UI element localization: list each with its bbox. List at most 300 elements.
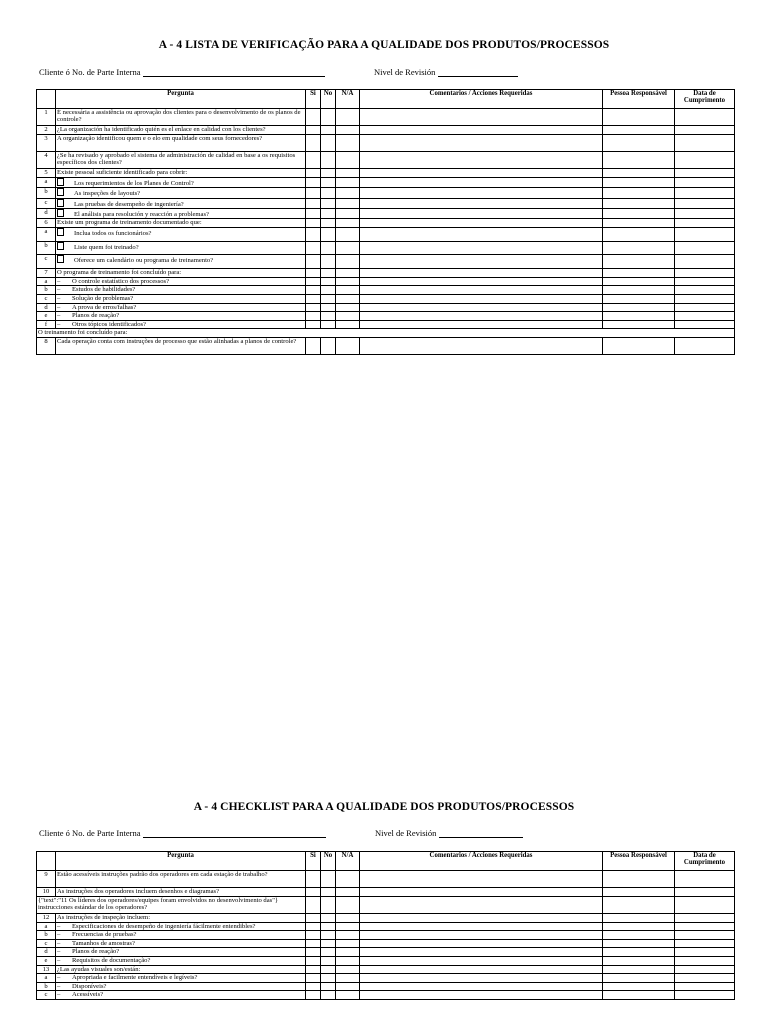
table-row (37, 320, 735, 329)
responsible-cell[interactable] (603, 922, 675, 931)
row-question-text: Las pruebas de desempeño de ingeniería? (74, 200, 184, 208)
no-cell[interactable] (321, 312, 336, 321)
comments-cell[interactable] (360, 337, 603, 354)
table-row (37, 227, 735, 241)
row-question (56, 277, 306, 286)
comments-cell[interactable] (360, 295, 603, 304)
na-cell[interactable] (336, 151, 360, 168)
responsible-cell[interactable] (603, 198, 675, 208)
na-cell[interactable] (336, 241, 360, 255)
yes-cell[interactable] (306, 126, 321, 135)
responsible-cell[interactable] (603, 269, 675, 278)
page-title-2: A - 4 CHECKLIST PARA A QUALIDADE DOS PRODUTOS/PROCESSOS (193, 801, 575, 813)
row-number: 4 (37, 151, 56, 168)
yes-cell[interactable] (306, 922, 321, 931)
na-cell[interactable] (336, 198, 360, 208)
date-cell[interactable] (675, 188, 735, 198)
na-cell[interactable] (336, 109, 360, 126)
comments-cell[interactable] (360, 303, 603, 312)
no-cell[interactable] (321, 169, 336, 178)
row-question (56, 312, 306, 321)
yes-cell[interactable] (306, 320, 321, 329)
na-cell[interactable] (336, 888, 360, 897)
revision-label-2: Nivel de Revisión (375, 828, 437, 838)
row-question (56, 956, 306, 965)
responsible-cell[interactable] (603, 871, 675, 888)
responsible-cell[interactable] (603, 277, 675, 286)
row-number: 2 (37, 126, 56, 135)
yes-cell[interactable] (306, 227, 321, 241)
no-cell[interactable] (321, 277, 336, 286)
table-row (37, 896, 735, 913)
comments-cell[interactable] (360, 922, 603, 931)
yes-cell[interactable] (306, 965, 321, 974)
checkbox-icon[interactable] (57, 178, 64, 186)
comments-cell[interactable] (360, 939, 603, 948)
yes-cell[interactable] (306, 295, 321, 304)
comments-cell[interactable] (360, 208, 603, 218)
no-cell[interactable] (321, 151, 336, 168)
yes-cell[interactable] (306, 277, 321, 286)
row-question (56, 241, 306, 255)
na-cell[interactable] (336, 312, 360, 321)
no-cell[interactable] (321, 948, 336, 957)
comments-cell[interactable] (360, 241, 603, 255)
responsible-cell[interactable] (603, 169, 675, 178)
comments-cell[interactable] (360, 177, 603, 187)
na-cell[interactable] (336, 255, 360, 269)
comments-cell[interactable] (360, 982, 603, 991)
na-cell[interactable] (336, 922, 360, 931)
no-cell[interactable] (321, 922, 336, 931)
row-question (56, 208, 306, 218)
yes-cell[interactable] (306, 948, 321, 957)
responsible-cell[interactable] (603, 931, 675, 940)
comments-cell[interactable] (360, 948, 603, 957)
row-question (56, 991, 306, 1000)
row-question: Existe um programa de treinamento documentado que: (56, 219, 306, 228)
yes-cell[interactable] (306, 888, 321, 897)
na-cell[interactable] (336, 982, 360, 991)
date-cell[interactable] (675, 227, 735, 241)
comments-cell[interactable] (360, 896, 603, 913)
comments-cell[interactable] (360, 169, 603, 178)
comments-cell[interactable] (360, 320, 603, 329)
no-cell[interactable] (321, 303, 336, 312)
no-cell[interactable] (321, 913, 336, 922)
comments-cell[interactable] (360, 974, 603, 983)
table-row (37, 109, 735, 126)
row-number: 3 (37, 134, 56, 151)
date-cell[interactable] (675, 269, 735, 278)
row-number: 9 (37, 871, 56, 888)
responsible-cell[interactable] (603, 109, 675, 126)
row-question: O treinamento foi concluído para: (37, 329, 735, 338)
na-cell[interactable] (336, 169, 360, 178)
comments-cell[interactable] (360, 134, 603, 151)
date-cell[interactable] (675, 169, 735, 178)
date-cell[interactable] (675, 956, 735, 965)
yes-cell[interactable] (306, 255, 321, 269)
yes-cell[interactable] (306, 871, 321, 888)
no-cell[interactable] (321, 219, 336, 228)
responsible-cell[interactable] (603, 320, 675, 329)
responsible-cell[interactable] (603, 188, 675, 198)
na-cell[interactable] (336, 126, 360, 135)
row-number: 10 (37, 888, 56, 897)
no-cell[interactable] (321, 982, 336, 991)
row-question: O programa de treinamento foi concluído para: (56, 269, 306, 278)
yes-cell[interactable] (306, 982, 321, 991)
no-cell[interactable] (321, 177, 336, 187)
na-cell[interactable] (336, 965, 360, 974)
na-cell[interactable] (336, 277, 360, 286)
date-cell[interactable] (675, 126, 735, 135)
row-number: a (37, 277, 56, 286)
date-cell[interactable] (675, 241, 735, 255)
comments-cell[interactable] (360, 871, 603, 888)
no-cell[interactable] (321, 286, 336, 295)
revision-input-line[interactable] (438, 67, 518, 77)
no-cell[interactable] (321, 227, 336, 241)
yes-cell[interactable] (306, 939, 321, 948)
row-number: d (37, 303, 56, 312)
yes-cell[interactable] (306, 896, 321, 913)
no-cell[interactable] (321, 109, 336, 126)
responsible-cell[interactable] (603, 286, 675, 295)
yes-cell[interactable] (306, 913, 321, 922)
date-cell[interactable] (675, 320, 735, 329)
no-cell[interactable] (321, 871, 336, 888)
row-number: b (37, 241, 56, 255)
yes-cell[interactable] (306, 312, 321, 321)
no-cell[interactable] (321, 126, 336, 135)
no-cell[interactable] (321, 965, 336, 974)
date-cell[interactable] (675, 337, 735, 354)
na-cell[interactable] (336, 896, 360, 913)
responsible-cell[interactable] (603, 896, 675, 913)
no-cell[interactable] (321, 888, 336, 897)
comments-cell[interactable] (360, 219, 603, 228)
responsible-cell[interactable] (603, 982, 675, 991)
no-cell[interactable] (321, 198, 336, 208)
table-row (37, 177, 735, 187)
no-cell[interactable] (321, 134, 336, 151)
responsible-cell[interactable] (603, 151, 675, 168)
yes-cell[interactable] (306, 109, 321, 126)
date-cell[interactable] (675, 198, 735, 208)
comments-cell[interactable] (360, 277, 603, 286)
yes-cell[interactable] (306, 134, 321, 151)
table-row (37, 312, 735, 321)
yes-cell[interactable] (306, 188, 321, 198)
row-number: d (37, 208, 56, 218)
comments-cell[interactable] (360, 109, 603, 126)
checkbox-icon[interactable] (57, 209, 64, 217)
yes-cell[interactable] (306, 151, 321, 168)
yes-cell[interactable] (306, 169, 321, 178)
yes-cell[interactable] (306, 956, 321, 965)
table-row (37, 939, 735, 948)
responsible-cell[interactable] (603, 177, 675, 187)
date-cell[interactable] (675, 974, 735, 983)
comments-cell[interactable] (360, 126, 603, 135)
date-cell[interactable] (675, 982, 735, 991)
date-cell[interactable] (675, 303, 735, 312)
row-number: a (37, 974, 56, 983)
responsible-cell[interactable] (603, 939, 675, 948)
dash-icon: – (57, 956, 61, 964)
responsible-cell[interactable] (603, 948, 675, 957)
dash-icon: – (57, 974, 61, 982)
yes-cell[interactable] (306, 198, 321, 208)
no-cell[interactable] (321, 974, 336, 983)
date-cell[interactable] (675, 286, 735, 295)
dash-icon: – (57, 295, 61, 302)
table-row (37, 241, 735, 255)
na-cell[interactable] (336, 286, 360, 295)
checkbox-icon[interactable] (57, 228, 64, 236)
date-cell[interactable] (675, 219, 735, 228)
comments-cell[interactable] (360, 965, 603, 974)
row-question: As instruções de inspeção incluem: (56, 913, 306, 922)
na-cell[interactable] (336, 320, 360, 329)
comments-cell[interactable] (360, 956, 603, 965)
date-cell[interactable] (675, 277, 735, 286)
na-cell[interactable] (336, 948, 360, 957)
row-number: b (37, 982, 56, 991)
no-cell[interactable] (321, 255, 336, 269)
checkbox-icon[interactable] (57, 242, 64, 250)
responsible-cell[interactable] (603, 956, 675, 965)
no-cell[interactable] (321, 931, 336, 940)
responsible-cell[interactable] (603, 227, 675, 241)
checkbox-icon[interactable] (57, 188, 64, 196)
date-cell[interactable] (675, 295, 735, 304)
na-cell[interactable] (336, 337, 360, 354)
date-cell[interactable] (675, 134, 735, 151)
row-question (56, 320, 306, 329)
responsible-cell[interactable] (603, 913, 675, 922)
no-cell[interactable] (321, 188, 336, 198)
row-question (56, 939, 306, 948)
no-cell[interactable] (321, 241, 336, 255)
client-input-line[interactable] (143, 67, 325, 77)
checkbox-icon[interactable] (57, 255, 64, 263)
date-cell[interactable] (675, 931, 735, 940)
date-cell[interactable] (675, 913, 735, 922)
na-cell[interactable] (336, 219, 360, 228)
responsible-cell[interactable] (603, 965, 675, 974)
comments-cell[interactable] (360, 931, 603, 940)
col-no-2: No (321, 852, 336, 871)
row-question (56, 198, 306, 208)
row-question (56, 255, 306, 269)
responsible-cell[interactable] (603, 255, 675, 269)
date-cell[interactable] (675, 109, 735, 126)
revision-input-line-2[interactable] (439, 828, 523, 838)
table-row (37, 198, 735, 208)
comments-cell[interactable] (360, 913, 603, 922)
col-question: Pergunta (56, 90, 306, 109)
revision-field-2 (375, 828, 523, 838)
checkbox-icon[interactable] (57, 199, 64, 207)
table-row (37, 982, 735, 991)
table-row (37, 991, 735, 1000)
responsible-cell[interactable] (603, 134, 675, 151)
yes-cell[interactable] (306, 286, 321, 295)
dash-icon: – (57, 303, 61, 311)
table-row (37, 255, 735, 269)
yes-cell[interactable] (306, 991, 321, 1000)
table-row (37, 922, 735, 931)
table-row (37, 329, 735, 338)
na-cell[interactable] (336, 177, 360, 187)
yes-cell[interactable] (306, 177, 321, 187)
responsible-cell[interactable] (603, 219, 675, 228)
table-row (37, 974, 735, 983)
date-cell[interactable] (675, 896, 735, 913)
na-cell[interactable] (336, 991, 360, 1000)
page-1 (0, 0, 768, 400)
date-cell[interactable] (675, 888, 735, 897)
dash-icon: – (57, 991, 61, 999)
row-question-text: Oferece um calendário ou programa de treinamento? (74, 257, 214, 265)
row-number: b (37, 931, 56, 940)
col-responsible-2: Pessoa Responsável (603, 852, 675, 871)
responsible-cell[interactable] (603, 295, 675, 304)
row-question-text: Solução de problemas? (72, 295, 134, 302)
yes-cell[interactable] (306, 269, 321, 278)
date-cell[interactable] (675, 255, 735, 269)
yes-cell[interactable] (306, 219, 321, 228)
no-cell[interactable] (321, 956, 336, 965)
na-cell[interactable] (336, 188, 360, 198)
date-cell[interactable] (675, 965, 735, 974)
date-cell[interactable] (675, 922, 735, 931)
yes-cell[interactable] (306, 303, 321, 312)
row-question: Existe pessoal suficiente identificado para cobrir: (56, 169, 306, 178)
comments-cell[interactable] (360, 991, 603, 1000)
na-cell[interactable] (336, 913, 360, 922)
responsible-cell[interactable] (603, 208, 675, 218)
na-cell[interactable] (336, 227, 360, 241)
row-question: ¿Se ha revisado y aprobado el sistema de administración de calidad en base a os requisitos específicos dos clientes? (56, 151, 306, 168)
date-cell[interactable] (675, 151, 735, 168)
responsible-cell[interactable] (603, 888, 675, 897)
date-cell[interactable] (675, 871, 735, 888)
comments-cell[interactable] (360, 151, 603, 168)
na-cell[interactable] (336, 134, 360, 151)
no-cell[interactable] (321, 939, 336, 948)
row-question-text: Planos de reação? (72, 312, 120, 320)
comments-cell[interactable] (360, 188, 603, 198)
dash-icon: – (57, 931, 61, 939)
row-number: 7 (37, 269, 56, 278)
no-cell[interactable] (321, 269, 336, 278)
comments-cell[interactable] (360, 888, 603, 897)
na-cell[interactable] (336, 931, 360, 940)
table-row (37, 134, 735, 151)
col-na: N/A (336, 90, 360, 109)
row-question (56, 982, 306, 991)
row-number: a (37, 227, 56, 241)
responsible-cell[interactable] (603, 312, 675, 321)
row-question: É necessária a assistência ou aprovação dos clientes para o desenvolvimento de os planos de controle? (56, 109, 306, 126)
date-cell[interactable] (675, 991, 735, 1000)
row-question (56, 303, 306, 312)
row-question-text: El análisis para resolución y reacción a problemas? (74, 210, 209, 218)
na-cell[interactable] (336, 295, 360, 304)
date-cell[interactable] (675, 177, 735, 187)
row-question (56, 931, 306, 940)
row-question (56, 177, 306, 187)
table-row (37, 277, 735, 286)
comments-cell[interactable] (360, 198, 603, 208)
na-cell[interactable] (336, 303, 360, 312)
comments-cell[interactable] (360, 255, 603, 269)
comments-cell[interactable] (360, 312, 603, 321)
row-number: 8 (37, 337, 56, 354)
dash-icon: – (57, 948, 61, 956)
no-cell[interactable] (321, 320, 336, 329)
no-cell[interactable] (321, 208, 336, 218)
na-cell[interactable] (336, 871, 360, 888)
yes-cell[interactable] (306, 337, 321, 354)
date-cell[interactable] (675, 948, 735, 957)
responsible-cell[interactable] (603, 126, 675, 135)
row-number: e (37, 312, 56, 321)
na-cell[interactable] (336, 939, 360, 948)
date-cell[interactable] (675, 312, 735, 321)
responsible-cell[interactable] (603, 337, 675, 354)
yes-cell[interactable] (306, 931, 321, 940)
revision-field (374, 67, 518, 77)
comments-cell[interactable] (360, 227, 603, 241)
na-cell[interactable] (336, 269, 360, 278)
responsible-cell[interactable] (603, 303, 675, 312)
row-question-text: Liste quem foi treinado? (74, 243, 139, 251)
no-cell[interactable] (321, 991, 336, 1000)
no-cell[interactable] (321, 337, 336, 354)
no-cell[interactable] (321, 295, 336, 304)
yes-cell[interactable] (306, 974, 321, 983)
comments-cell[interactable] (360, 269, 603, 278)
na-cell[interactable] (336, 974, 360, 983)
date-cell[interactable] (675, 939, 735, 948)
client-input-line-2[interactable] (143, 828, 326, 838)
responsible-cell[interactable] (603, 991, 675, 1000)
yes-cell[interactable] (306, 241, 321, 255)
checklist-body (37, 109, 735, 355)
na-cell[interactable] (336, 956, 360, 965)
no-cell[interactable] (321, 896, 336, 913)
yes-cell[interactable] (306, 208, 321, 218)
responsible-cell[interactable] (603, 974, 675, 983)
responsible-cell[interactable] (603, 241, 675, 255)
row-question (56, 286, 306, 295)
date-cell[interactable] (675, 208, 735, 218)
na-cell[interactable] (336, 208, 360, 218)
dash-icon: – (57, 312, 61, 320)
comments-cell[interactable] (360, 286, 603, 295)
col-no: No (321, 90, 336, 109)
row-question (56, 974, 306, 983)
client-label: Cliente ó No. de Parte Interna (39, 67, 141, 77)
row-question: As instruções dos operadores incluem desenhos e diagramas? (56, 888, 306, 897)
row-question-text: Otros tópicos identificados? (72, 320, 146, 328)
row-question-text: Planos de reação? (72, 948, 120, 956)
